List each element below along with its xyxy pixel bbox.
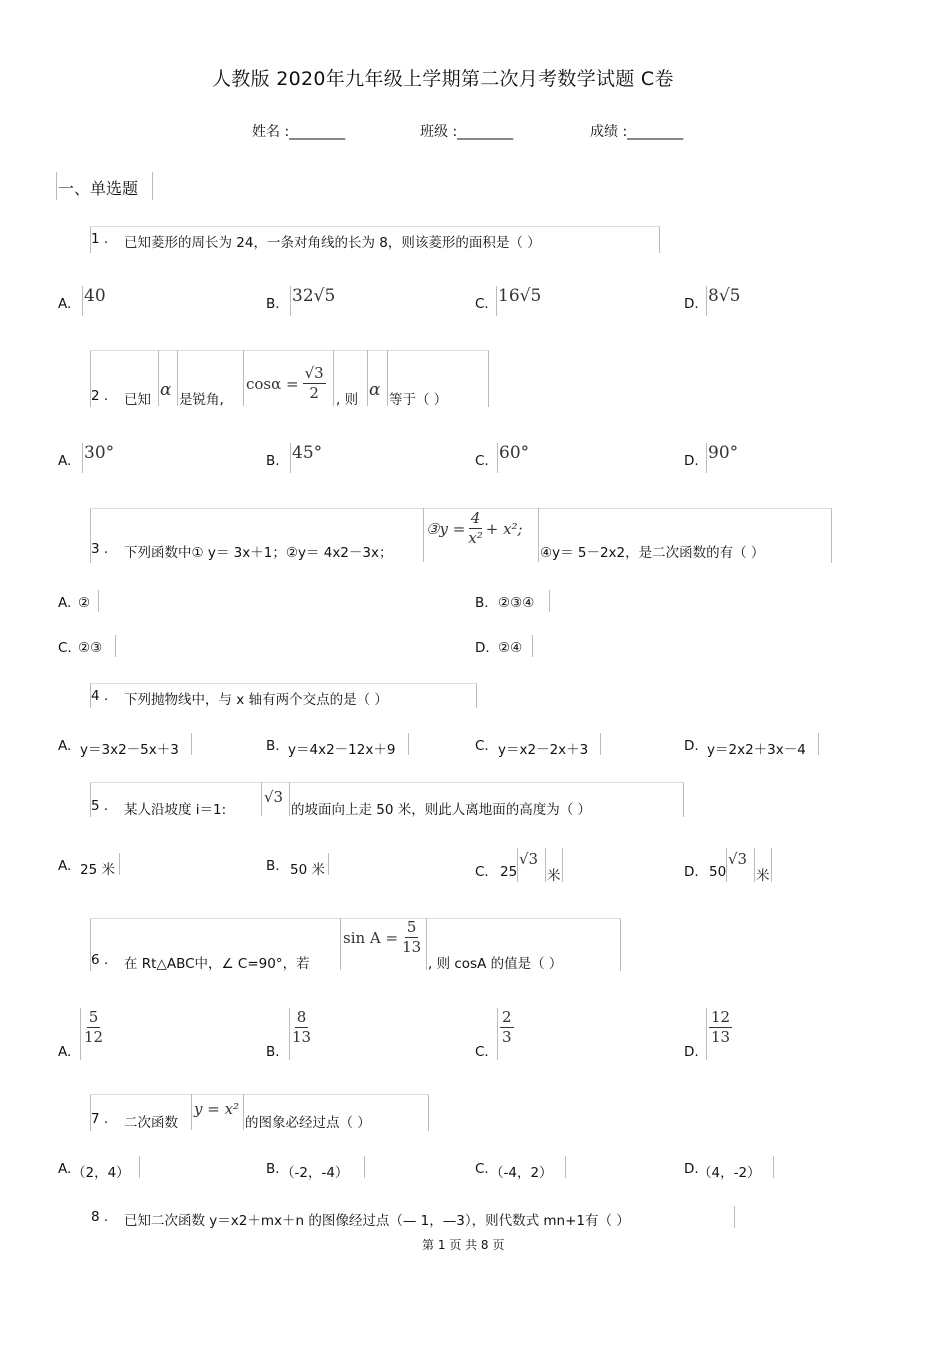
- divider: [497, 443, 498, 473]
- alpha-symbol: α: [160, 380, 172, 400]
- q2-option-c[interactable]: 60°: [499, 443, 530, 463]
- fraction: [402, 920, 421, 955]
- q7-option-b[interactable]: （-2，-4）: [281, 1165, 349, 1181]
- q4-option-d-label[interactable]: D.: [684, 738, 699, 754]
- q6-option-b[interactable]: [292, 1010, 311, 1045]
- q7-option-a-label[interactable]: A.: [58, 1161, 72, 1177]
- q7-option-d-label[interactable]: D.: [684, 1161, 699, 1177]
- fraction: [500, 1010, 514, 1045]
- q5-option-a[interactable]: 25 米: [80, 862, 115, 878]
- q7-number: 7 .: [91, 1111, 109, 1127]
- fraction-denominator: 13: [711, 1028, 731, 1046]
- q6-option-d[interactable]: [709, 1010, 732, 1045]
- divider: [340, 918, 341, 970]
- divider: [243, 350, 244, 406]
- divider: [497, 1008, 498, 1060]
- q6-text-1: 在 Rt△ABC中，∠ C=90°，若: [124, 956, 310, 972]
- q2-option-b[interactable]: 45°: [292, 443, 323, 463]
- q6-number: 6 .: [91, 952, 109, 968]
- sin-formula: [343, 920, 421, 955]
- q1-option-c-label[interactable]: C.: [475, 296, 489, 312]
- divider: [538, 508, 539, 562]
- q7-option-d[interactable]: （4，-2）: [698, 1165, 761, 1181]
- q5-number: 5 .: [91, 798, 109, 814]
- q2-option-d[interactable]: 90°: [708, 443, 739, 463]
- divider: [565, 1156, 566, 1178]
- divider: [706, 286, 707, 316]
- q3-option-c[interactable]: ②③: [78, 640, 103, 656]
- q3-option-d-label[interactable]: D.: [475, 640, 490, 656]
- q5-option-d-sqrt[interactable]: √3: [728, 850, 748, 868]
- q5-option-d-unit[interactable]: 米: [756, 868, 770, 884]
- divider: [177, 350, 178, 406]
- q6-text-2: , 则 cosA 的值是（ ）: [428, 956, 563, 972]
- q1-option-b[interactable]: 32√5: [292, 286, 336, 306]
- divider: [754, 848, 755, 882]
- q1-option-d-label[interactable]: D.: [684, 296, 699, 312]
- formula-prefix: ③y =: [426, 519, 466, 538]
- divider: [191, 1094, 192, 1130]
- fraction: [303, 366, 326, 401]
- q1-option-c[interactable]: 16√5: [498, 286, 542, 306]
- fraction-denominator: x²: [468, 529, 483, 547]
- q4-number: 4 .: [91, 688, 109, 704]
- q5-option-c-sqrt[interactable]: √3: [519, 850, 539, 868]
- sin-label: sin A =: [343, 928, 399, 947]
- q7-option-a[interactable]: （2，4）: [72, 1165, 130, 1181]
- fraction-denominator: 13: [402, 938, 422, 956]
- q6-option-c-label[interactable]: C.: [475, 1044, 489, 1060]
- q1-text: 已知菱形的周长为 24，一条对角线的长为 8，则该菱形的面积是（ ）: [124, 235, 541, 251]
- formula-suffix: + x²;: [485, 519, 523, 538]
- q6-option-b-label[interactable]: B.: [266, 1044, 280, 1060]
- fraction-numerator: 8: [296, 1008, 307, 1026]
- divider: [600, 733, 601, 755]
- fraction-denominator: 12: [84, 1028, 104, 1046]
- section-heading: 一、单选题: [58, 179, 139, 198]
- q5-option-b-label[interactable]: B.: [266, 858, 280, 874]
- divider: [726, 848, 727, 882]
- fraction-numerator: 2: [502, 1008, 512, 1026]
- divider: [545, 848, 546, 882]
- divider: [387, 350, 388, 406]
- q6-option-c[interactable]: [500, 1010, 514, 1045]
- q3-option-d[interactable]: ②④: [498, 640, 523, 656]
- divider: [98, 590, 99, 612]
- q4-option-b-label[interactable]: B.: [266, 738, 280, 754]
- divider: [408, 733, 409, 755]
- q1-option-a-label[interactable]: A.: [58, 296, 72, 312]
- divider: [333, 350, 334, 406]
- q2-text-4: 等于（ ）: [389, 392, 448, 408]
- page-title: 人教版 2020年九年级上学期第二次月考数学试题 C卷: [212, 68, 674, 90]
- q5-option-d-value[interactable]: 50: [709, 864, 727, 880]
- fraction-numerator: 5: [88, 1008, 99, 1026]
- q7-option-c-label[interactable]: C.: [475, 1161, 489, 1177]
- q8-number: 8 .: [91, 1209, 109, 1225]
- q7-text-1: 二次函数: [124, 1115, 178, 1131]
- divider: [773, 1156, 774, 1178]
- divider: [158, 350, 159, 406]
- function-formula: y = x²: [194, 1100, 240, 1118]
- q3-option-b-label[interactable]: B.: [475, 595, 489, 611]
- q2-option-c-label[interactable]: C.: [475, 453, 489, 469]
- q2-option-b-label[interactable]: B.: [266, 453, 280, 469]
- q5-option-d-label[interactable]: D.: [684, 864, 699, 880]
- q4-option-d[interactable]: y＝2x2＋3x－4: [707, 742, 806, 758]
- fraction: [709, 1010, 732, 1045]
- divider: [367, 350, 368, 406]
- fraction-numerator: 4: [470, 509, 481, 527]
- page-footer: 第 1 页 共 8 页: [422, 1238, 505, 1252]
- q6-option-a-label[interactable]: A.: [58, 1044, 72, 1060]
- divider: [152, 172, 153, 200]
- divider: [261, 782, 262, 816]
- q4-option-a[interactable]: y＝3x2－5x＋3: [80, 742, 179, 758]
- q2-text-3: , 则: [336, 392, 359, 408]
- q3-option-a[interactable]: ②: [78, 595, 91, 611]
- divider: [191, 733, 192, 755]
- divider: [289, 1008, 290, 1060]
- function-formula: [426, 511, 523, 546]
- q5-option-c-unit[interactable]: 米: [547, 868, 561, 884]
- divider: [423, 508, 424, 562]
- q4-option-b[interactable]: y＝4x2－12x＋9: [288, 742, 396, 758]
- q1-option-a[interactable]: 40: [84, 286, 106, 306]
- fraction: [468, 511, 482, 546]
- cos-formula: [246, 366, 326, 401]
- alpha-symbol: α: [369, 380, 381, 400]
- q2-option-a-label[interactable]: A.: [58, 453, 72, 469]
- cos-label: cosα =: [246, 374, 299, 393]
- score-field[interactable]: 成绩 :________: [590, 124, 684, 140]
- q8-text: 已知二次函数 y＝x2＋mx＋n 的图像经过点（— 1，—3），则代数式 mn+1有（ ）: [124, 1213, 630, 1229]
- q4-text: 下列抛物线中，与 x 轴有两个交点的是（ ）: [124, 692, 388, 708]
- divider: [771, 848, 772, 882]
- q5-text-2: 的坡面向上走 50 米，则此人离地面的高度为（ ）: [291, 802, 592, 818]
- divider: [139, 1156, 140, 1178]
- divider: [706, 1008, 707, 1060]
- q6-option-a[interactable]: [84, 1010, 103, 1045]
- q3-number: 3 .: [91, 541, 109, 557]
- q3-text-1: 下列函数中① y＝ 3x＋1；②y＝ 4x2－3x；: [124, 545, 393, 561]
- q1-number: 1 .: [91, 231, 109, 247]
- divider: [328, 853, 329, 875]
- name-field[interactable]: 姓名 :________: [252, 124, 346, 140]
- q5-option-c-label[interactable]: C.: [475, 864, 489, 880]
- q4-option-a-label[interactable]: A.: [58, 738, 72, 754]
- divider: [426, 918, 427, 970]
- q5-option-c-value[interactable]: 25: [500, 864, 518, 880]
- q7-option-b-label[interactable]: B.: [266, 1161, 280, 1177]
- fraction-numerator: 5: [406, 918, 417, 936]
- fraction: [292, 1010, 311, 1045]
- fraction-denominator: 2: [309, 384, 319, 402]
- divider: [706, 443, 707, 473]
- q3-option-b[interactable]: ②③④: [498, 595, 535, 611]
- q1-option-b-label[interactable]: B.: [266, 296, 280, 312]
- divider: [562, 848, 563, 882]
- sqrt-expression: √3: [264, 788, 284, 806]
- divider: [56, 172, 57, 200]
- divider: [496, 286, 497, 316]
- fraction: [84, 1010, 103, 1045]
- q4-option-c-label[interactable]: C.: [475, 738, 489, 754]
- divider: [549, 590, 550, 612]
- q6-option-d-label[interactable]: D.: [684, 1044, 699, 1060]
- q2-number: 2 .: [91, 388, 109, 404]
- fraction-numerator: √3: [304, 364, 324, 382]
- divider: [734, 1206, 735, 1228]
- divider: [290, 443, 291, 473]
- fraction-denominator: 3: [502, 1028, 512, 1046]
- q3-option-a-label[interactable]: A.: [58, 595, 72, 611]
- q1-option-d[interactable]: 8√5: [708, 286, 741, 306]
- q5-option-b[interactable]: 50 米: [290, 862, 325, 878]
- q5-option-a-label[interactable]: A.: [58, 858, 72, 874]
- divider: [115, 635, 116, 657]
- q3-text-2: ④y＝ 5－2x2，是二次函数的有（ ）: [540, 545, 765, 561]
- q3-option-c-label[interactable]: C.: [58, 640, 72, 656]
- q2-text-1: 已知: [124, 392, 151, 408]
- q2-option-d-label[interactable]: D.: [684, 453, 699, 469]
- q7-option-c[interactable]: （-4，2）: [490, 1165, 553, 1181]
- divider: [364, 1156, 365, 1178]
- class-field[interactable]: 班级 :________: [420, 124, 514, 140]
- divider: [243, 1094, 244, 1130]
- q2-text-2: 是锐角,: [179, 392, 224, 408]
- divider: [119, 853, 120, 875]
- q7-text-2: 的图象必经过点（ ）: [245, 1115, 371, 1131]
- divider: [80, 1008, 81, 1060]
- divider: [82, 443, 83, 473]
- fraction-denominator: 13: [292, 1028, 312, 1046]
- divider: [532, 635, 533, 657]
- divider: [517, 848, 518, 882]
- q2-option-a[interactable]: 30°: [84, 443, 115, 463]
- q4-option-c[interactable]: y＝x2－2x＋3: [498, 742, 589, 758]
- divider: [818, 733, 819, 755]
- divider: [289, 782, 290, 816]
- fraction-numerator: 12: [711, 1008, 731, 1026]
- divider: [290, 286, 291, 316]
- q5-text-1: 某人沿坡度 i＝1:: [124, 802, 227, 818]
- divider: [82, 286, 83, 316]
